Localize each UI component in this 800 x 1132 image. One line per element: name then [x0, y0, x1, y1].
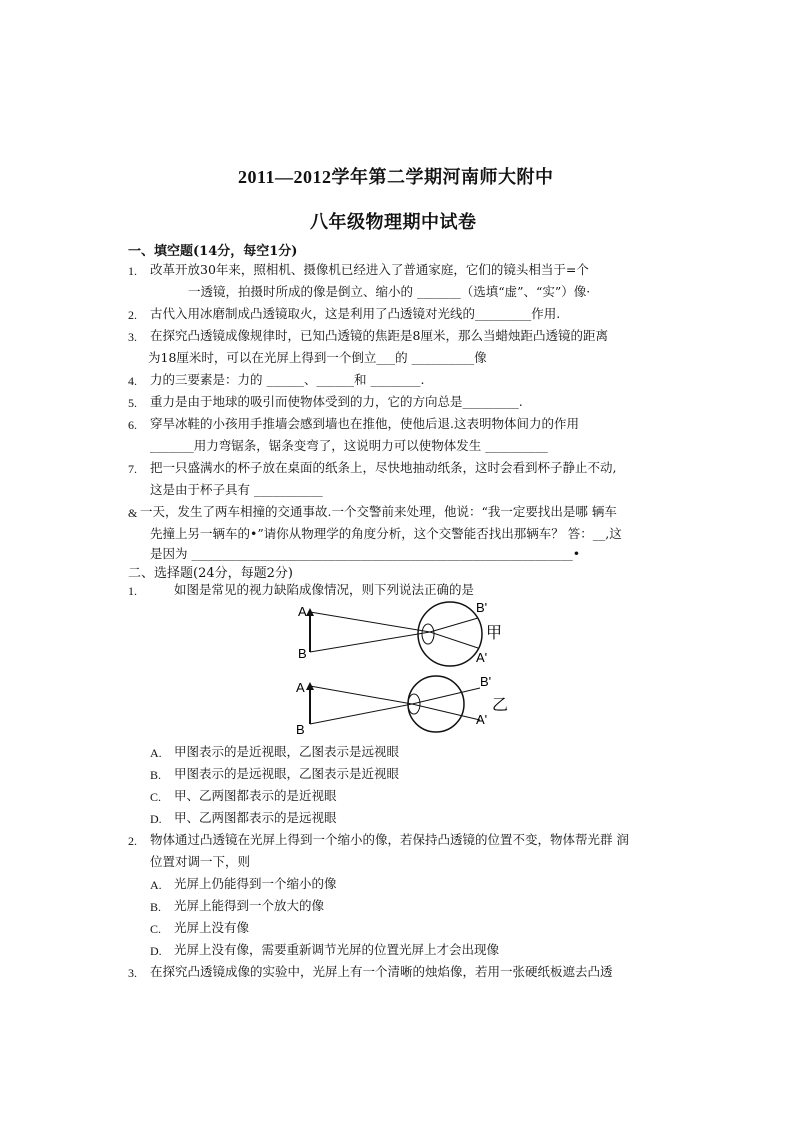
option-letter: B.: [150, 900, 162, 914]
exam-title-line2: 八年级物理期中试卷: [310, 212, 477, 232]
question-text: _______用力弯锯条，锯条变弯了，这说明力可以使物体发生 __________: [150, 438, 548, 453]
eye-diagram-bottom: [290, 674, 520, 736]
option-letter: A.: [150, 746, 162, 760]
option-text: 甲、乙两图都表示的是近视眼: [174, 788, 337, 803]
label-jia: 甲: [486, 625, 503, 642]
question-number: 3.: [128, 330, 137, 344]
question-number: &: [128, 506, 138, 520]
label-a: A: [296, 680, 305, 695]
question-text: 为18厘米时，可以在光屏上得到一个倒立___的 __________像: [148, 350, 487, 365]
exam-title-line1: 2011—2012学年第二学期河南师大附中: [238, 167, 554, 187]
question-number: 4.: [128, 374, 137, 388]
option-letter: D.: [150, 812, 162, 826]
option-text: 甲图表示的是远视眼，乙图表示是近视眼: [174, 766, 400, 781]
question-text: 在探究凸透镜成像的实验中，光屏上有一个清晰的烛焰像，若用一张硬纸板遮去凸透: [150, 964, 613, 979]
question-number: 1.: [128, 264, 137, 278]
option-letter: D.: [150, 944, 162, 958]
option-letter: C.: [150, 790, 162, 804]
ray-line: [412, 688, 480, 704]
question-number: 3.: [128, 966, 137, 980]
question-text: 这是由于杯子具有 ___________: [150, 482, 323, 497]
eye-diagram-top: [290, 600, 520, 668]
question-number: 5.: [128, 396, 137, 410]
label-a-prime: A': [476, 712, 488, 727]
question-text: 一天，发生了两车相撞的交通事故.一个交警前来处理，他说：“我一定要找出是哪 辆车: [140, 504, 617, 519]
question-text: 如图是常见的视力缺陷成像情况，则下列说法正确的是: [174, 582, 475, 597]
label-a: A: [298, 604, 307, 619]
eyeball-outline: [418, 602, 482, 666]
question-text: 把一只盛满水的杯子放在桌面的纸条上，尽快地抽动纸条，这时会看到杯子静止不动,: [150, 460, 617, 475]
section-choice-heading: 二、选择题(24分，每题2分): [128, 566, 293, 581]
option-text: 光屏上没有像: [174, 920, 250, 935]
ray-line: [310, 612, 430, 632]
question-number: 2.: [128, 834, 137, 848]
option-letter: B.: [150, 768, 162, 782]
option-text: 甲图表示的是近视眼，乙图表示是远视眼: [174, 744, 400, 759]
question-number: 2.: [128, 308, 137, 322]
ray-line: [310, 632, 430, 652]
question-text: 先撞上另一辆车的•”请你从物理学的角度分析，这个交警能否找出那辆车？ 答：__,这: [150, 526, 622, 541]
eye-lens: [422, 624, 434, 644]
question-text: 是因为 _____________________________________________________________•: [150, 546, 581, 561]
ray-line: [310, 704, 412, 724]
section-fill-in-heading: 一、填空题(14分，每空1分): [128, 244, 298, 259]
option-text: 甲、乙两图都表示的是远视眼: [174, 810, 337, 825]
ray-line: [412, 704, 480, 720]
question-text: 物体通过凸透镜在光屏上得到一个缩小的像，若保持凸透镜的位置不变，物体帮光群 润: [150, 832, 629, 847]
ray-line: [310, 686, 412, 704]
question-text: 力的三要素是：力的 ______、______和 ________.: [150, 372, 425, 387]
option-text: 光屏上仍能得到一个缩小的像: [174, 876, 337, 891]
ray-line: [430, 618, 478, 632]
question-number: 1.: [128, 584, 137, 598]
ray-line: [430, 632, 478, 648]
label-a-prime: A': [476, 650, 488, 665]
eyeball-outline: [408, 676, 464, 732]
question-text: 穿旱冰鞋的小孩用手推墙会感到墙也在推他，使他后退.这表明物体间力的作用: [150, 416, 579, 431]
label-b: B: [296, 722, 305, 736]
option-text: 光屏上没有像，需要重新调节光屏的位置光屏上才会出现像: [174, 942, 500, 957]
option-letter: A.: [150, 878, 162, 892]
question-text: 位置对调一下，则: [150, 854, 251, 869]
label-b-prime: B': [480, 674, 492, 689]
question-text: 在探究凸透镜成像规律时，已知凸透镜的焦距是8厘米，那么当蜡烛距凸透镜的距离: [150, 328, 608, 343]
question-text: 重力是由于地球的吸引而使物体受到的力，它的方向总是_________.: [150, 394, 523, 409]
question-text: 一透镜，拍摄时所成的像是倒立、缩小的 _______（选填“虚”、“实”）像·: [188, 284, 591, 299]
question-text: 改革开放30年来，照相机、摄像机已经进入了普通家庭，它们的镜头相当于=个: [150, 262, 589, 277]
label-b-prime: B': [476, 600, 488, 615]
question-number: 7.: [128, 462, 137, 476]
label-b: B: [298, 646, 307, 661]
label-yi: 乙: [492, 697, 509, 714]
option-text: 光屏上能得到一个放大的像: [174, 898, 325, 913]
question-text: 古代入用冰磨制成凸透镜取火，这是利用了凸透镜对光线的_________作用.: [150, 306, 561, 321]
question-number: 6.: [128, 418, 137, 432]
option-letter: C.: [150, 922, 162, 936]
